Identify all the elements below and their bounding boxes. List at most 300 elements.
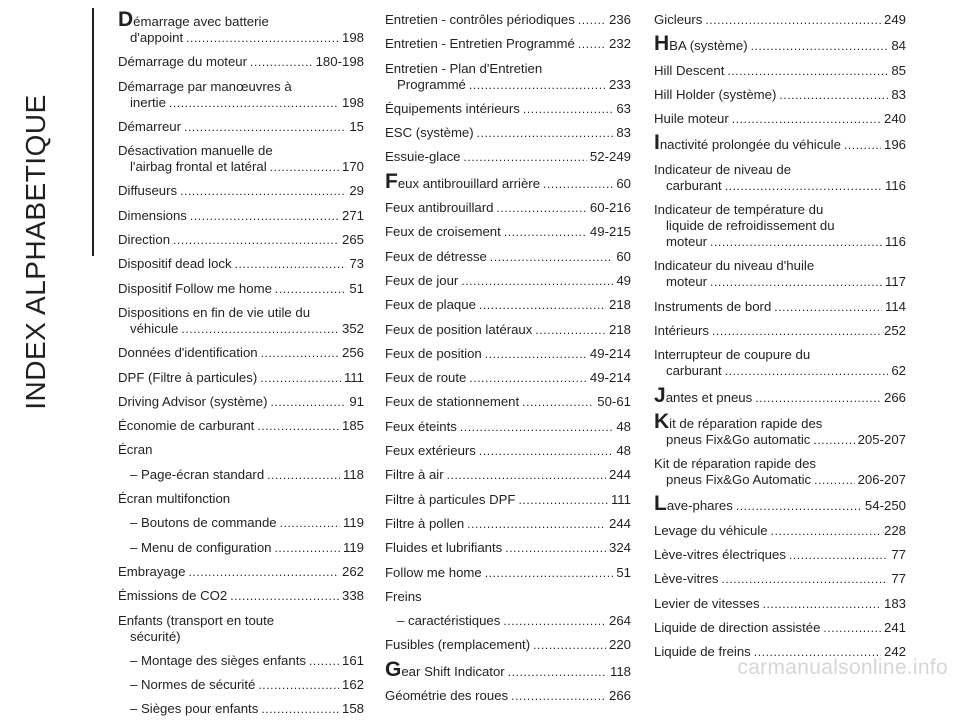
entry-label: Démarreur <box>118 118 182 134</box>
entry-row <box>118 653 364 669</box>
entry-label: d'appoint <box>130 30 184 45</box>
leader-dots <box>518 492 608 508</box>
page-number: 49-214 <box>589 370 631 386</box>
leader-dots <box>275 540 340 556</box>
entry-row <box>654 571 906 587</box>
index-entry <box>654 620 906 636</box>
leader-dots <box>774 299 882 315</box>
drop-letter: G <box>385 657 402 681</box>
entry-label: carburant <box>666 363 722 379</box>
entry-label: pneus Fix&Go Automatic <box>666 472 812 488</box>
entry-row <box>118 701 364 717</box>
leader-dots <box>479 297 606 313</box>
entry-row <box>385 200 631 216</box>
page-number: 205-207 <box>857 431 906 447</box>
entry-label: Feux antibrouillard <box>385 200 494 216</box>
page-number: 119 <box>342 515 364 531</box>
entry-row <box>385 224 631 240</box>
entry-row <box>118 515 364 531</box>
index-entry <box>654 131 906 155</box>
entry-label: Fusibles (remplacement) <box>385 637 531 653</box>
entry-label: Huile moteur <box>654 111 729 127</box>
entry-row <box>385 12 631 28</box>
page-number: 116 <box>884 234 906 250</box>
entry-row <box>118 30 364 46</box>
index-entry <box>118 232 364 248</box>
leader-dots <box>464 149 587 165</box>
entry-row <box>118 321 364 337</box>
entry-label: – Normes de sécurité <box>130 677 256 693</box>
page-number: 244 <box>608 515 631 531</box>
entry-first-line: Désactivation manuelle de <box>118 143 273 159</box>
entry-label <box>654 383 753 407</box>
leader-dots <box>705 12 881 28</box>
entry-first-line: Indicateur de niveau de <box>654 161 792 177</box>
entry-row <box>654 383 906 407</box>
index-entry <box>654 409 906 448</box>
page-number: 206-207 <box>857 472 906 488</box>
leader-dots <box>533 637 606 653</box>
page-number: 116 <box>884 177 906 193</box>
entry-label: Programmé <box>397 76 466 92</box>
entry-label: moteur <box>666 234 708 250</box>
index-entry <box>654 347 906 379</box>
entry-label: pneus Fix&Go automatic <box>666 431 811 447</box>
index-entry <box>385 613 631 629</box>
page-number: 352 <box>341 320 364 336</box>
entry-label: Entretien - Entretien Programmé <box>385 36 575 52</box>
entry-label: Économie de carburant <box>118 418 255 434</box>
entry-label: véhicule <box>130 320 179 336</box>
page-number: 114 <box>884 298 906 314</box>
index-entry <box>654 12 906 28</box>
entry-label: Fluides et lubrifiants <box>385 540 503 556</box>
index-column-1 <box>118 8 364 726</box>
page-number: 111 <box>610 491 631 507</box>
index-entry <box>385 657 631 681</box>
index-entry <box>385 297 631 313</box>
entry-row <box>385 613 631 629</box>
entry-label: Entretien - contrôles périodiques <box>385 12 575 27</box>
leader-dots <box>309 653 339 669</box>
entry-label: Feux de stationnement <box>385 394 520 410</box>
leader-dots <box>511 688 606 704</box>
index-entry <box>654 492 906 516</box>
entry-first-line: Démarrage par manœuvres à <box>118 78 292 94</box>
index-entry <box>385 322 631 338</box>
entry-label: Feux de position <box>385 345 482 361</box>
page-number: 15 <box>349 118 364 134</box>
page-number: 249 <box>883 12 906 27</box>
index-entry <box>654 383 906 407</box>
index-entry <box>118 281 364 297</box>
index-entry <box>654 596 906 612</box>
entry-label: carburant <box>666 177 722 193</box>
index-entry <box>385 688 631 704</box>
entry-label: Dispositif dead lock <box>118 256 232 272</box>
page-number: 218 <box>608 297 631 313</box>
page-number: 60-216 <box>589 200 631 216</box>
entry-label <box>654 32 748 56</box>
drop-letter: K <box>654 409 670 433</box>
entry-label <box>385 169 541 193</box>
leader-dots <box>503 613 606 629</box>
drop-letter: J <box>654 383 666 407</box>
leader-dots <box>467 516 606 532</box>
leader-dots <box>578 12 606 28</box>
entry-label: Filtre à pollen <box>385 515 465 531</box>
entry-row <box>118 208 364 224</box>
entry-row <box>118 119 364 135</box>
index-entry <box>385 101 631 117</box>
page-number: 73 <box>349 256 364 272</box>
leader-dots <box>823 620 881 636</box>
drop-letter: L <box>654 492 667 516</box>
leader-dots <box>763 596 881 612</box>
page-number: 49-214 <box>589 345 631 361</box>
leader-dots <box>710 234 882 250</box>
entry-row <box>385 419 631 435</box>
entry-row <box>385 346 631 362</box>
leader-dots <box>522 394 594 410</box>
index-entry <box>118 183 364 199</box>
entry-row <box>118 418 364 434</box>
page-number: 83 <box>616 125 631 141</box>
page-number: 161 <box>341 652 364 668</box>
entry-row <box>654 274 906 290</box>
index-entry <box>385 370 631 386</box>
page-number: 183 <box>883 595 906 611</box>
page-number: 85 <box>891 62 906 78</box>
entry-row <box>654 32 906 56</box>
entry-row <box>654 87 906 103</box>
leader-dots <box>771 523 881 539</box>
entry-row <box>118 394 364 410</box>
page-number: 236 <box>608 12 631 27</box>
page-number: 60 <box>616 248 631 264</box>
entry-heading: Enfants (transport en toute <box>118 612 275 628</box>
index-entry <box>118 345 364 361</box>
leader-dots <box>271 394 347 410</box>
leader-dots <box>188 564 339 580</box>
entry-row <box>118 345 364 361</box>
page-number: 84 <box>891 38 906 54</box>
leader-dots <box>504 224 587 240</box>
entry-row <box>385 77 631 93</box>
entry-row <box>654 178 906 194</box>
page-number: 266 <box>883 389 906 405</box>
entry-label: Filtre à particules DPF <box>385 491 516 507</box>
leader-dots <box>469 370 587 386</box>
page-number: 265 <box>341 232 364 248</box>
page-number: 324 <box>608 540 631 556</box>
leader-dots <box>727 63 888 79</box>
index-entry <box>385 516 631 532</box>
index-entry <box>385 200 631 216</box>
entry-label: Feux de plaque <box>385 297 476 313</box>
entry-label: Embrayage <box>118 563 186 579</box>
page-number: 228 <box>883 522 906 538</box>
entry-label: Hill Holder (système) <box>654 86 777 102</box>
leader-dots <box>535 322 606 338</box>
entry-label: DPF (Filtre à particules) <box>118 369 258 385</box>
index-entry <box>385 36 631 52</box>
leader-dots <box>505 540 606 556</box>
entry-row <box>118 564 364 580</box>
entry-label: Filtre à air <box>385 467 444 483</box>
entry-row <box>654 492 906 516</box>
index-entry <box>385 249 631 265</box>
page-number: 218 <box>608 321 631 337</box>
index-column-3 <box>654 12 906 669</box>
entry-row <box>385 273 631 289</box>
entry-row <box>654 323 906 339</box>
index-entry <box>385 12 631 28</box>
entry-label: – Sièges pour enfants <box>130 701 259 717</box>
entry-label <box>654 131 841 155</box>
entry-first-line: Indicateur du niveau d'huile <box>654 258 815 274</box>
index-entry <box>385 565 631 581</box>
entry-row <box>654 547 906 563</box>
page-number: 60 <box>616 175 631 191</box>
page-number: 118 <box>609 663 631 679</box>
leader-dots <box>469 77 606 93</box>
index-entry <box>654 32 906 56</box>
page-number: 118 <box>342 466 364 482</box>
index-entry <box>385 149 631 165</box>
entry-label: Levier de vitesses <box>654 595 760 611</box>
entry-row <box>385 249 631 265</box>
leader-dots <box>230 588 339 604</box>
leader-dots <box>270 159 339 175</box>
entry-label: – Menu de configuration <box>130 539 272 555</box>
index-entry <box>385 540 631 556</box>
entry-row <box>654 234 906 250</box>
page-number: 48 <box>616 443 631 459</box>
entry-row <box>385 688 631 704</box>
index-entry <box>654 523 906 539</box>
entry-label: – Boutons de commande <box>130 515 277 531</box>
leader-dots <box>190 208 339 224</box>
entry-row <box>654 596 906 612</box>
index-entry <box>654 323 906 339</box>
entry-label: – Page-écran standard <box>130 466 265 482</box>
page-number: 244 <box>608 467 631 483</box>
page-number: 252 <box>883 322 906 338</box>
entry-text: ear Shift Indicator <box>401 663 505 679</box>
leader-dots <box>725 363 889 379</box>
index-entry <box>118 256 364 272</box>
entry-label: Dispositif Follow me home <box>118 280 272 296</box>
page-number: 162 <box>341 677 364 693</box>
page-number: 48 <box>616 418 631 434</box>
entry-first-line: Interrupteur de coupure du <box>654 347 811 363</box>
leader-dots <box>447 467 606 483</box>
entry-label: Instruments de bord <box>654 298 772 314</box>
entry-label: moteur <box>666 274 708 290</box>
leader-dots <box>250 54 313 70</box>
leader-dots <box>710 274 882 290</box>
entry-text: it de réparation rapide des <box>669 415 823 431</box>
leader-dots <box>261 701 339 717</box>
leader-dots <box>181 321 339 337</box>
entry-row <box>385 101 631 117</box>
page-number: 158 <box>341 701 364 717</box>
index-entry <box>118 467 364 483</box>
page-number: 63 <box>616 100 631 116</box>
entry-row <box>118 159 364 175</box>
leader-dots <box>725 178 882 194</box>
leader-dots <box>732 111 881 127</box>
leader-dots <box>180 183 346 199</box>
page-number: 49-215 <box>589 224 631 240</box>
entry-label: – caractéristiques <box>397 613 501 629</box>
page-number: 49 <box>616 272 631 288</box>
entry-row <box>654 620 906 636</box>
index-entry <box>118 613 364 645</box>
entry-label: Diffuseurs <box>118 183 178 199</box>
index-entry <box>654 299 906 315</box>
index-entry <box>654 456 906 488</box>
index-entry <box>654 111 906 127</box>
page-number: 198 <box>341 30 364 45</box>
leader-dots <box>755 390 881 406</box>
entry-first-line: Indicateur de température du <box>654 202 824 218</box>
page-number: 91 <box>349 393 364 409</box>
index-entry <box>118 54 364 70</box>
index-entry <box>118 564 364 580</box>
entry-heading-continued: sécurité) <box>130 628 181 644</box>
index-entry <box>385 419 631 435</box>
entry-row <box>118 281 364 297</box>
index-entry <box>654 547 906 563</box>
index-entry <box>654 87 906 103</box>
index-entry <box>654 63 906 79</box>
entry-row <box>118 588 364 604</box>
entry-row <box>654 523 906 539</box>
index-entry <box>118 677 364 693</box>
page-number: 62 <box>891 363 906 379</box>
index-entry <box>385 637 631 653</box>
page-number: 233 <box>608 76 631 92</box>
leader-dots <box>751 38 889 54</box>
index-entry <box>654 571 906 587</box>
index-entry <box>118 653 364 669</box>
entry-row <box>385 637 631 653</box>
entry-first-line <box>118 8 364 31</box>
entry-first-line <box>654 409 906 433</box>
leader-dots <box>789 547 888 563</box>
entry-row <box>654 131 906 155</box>
entry-row <box>654 12 906 28</box>
page-number: 52-249 <box>589 149 631 165</box>
page-number: 232 <box>608 36 631 52</box>
leader-dots <box>712 323 881 339</box>
entry-text: antes et pneus <box>665 389 753 405</box>
entry-label <box>385 657 505 681</box>
leader-dots <box>257 418 339 434</box>
drop-letter: I <box>654 131 660 155</box>
page-number: 242 <box>883 644 906 660</box>
entry-row <box>654 63 906 79</box>
entry-label: Driving Advisor (système) <box>118 393 268 409</box>
entry-heading: Écran <box>118 442 153 458</box>
entry-row <box>385 36 631 52</box>
entry-row <box>118 183 364 199</box>
page-number: 241 <box>883 619 906 635</box>
entry-label: Géométrie des roues <box>385 688 509 704</box>
index-entry <box>385 443 631 459</box>
leader-dots <box>485 565 614 581</box>
page-number: 77 <box>891 547 906 563</box>
entry-text: émarrage avec batterie <box>133 14 269 29</box>
page-number: 196 <box>883 137 906 153</box>
leader-dots <box>813 432 854 448</box>
leader-dots <box>169 95 339 111</box>
index-entry <box>385 273 631 289</box>
leader-dots <box>844 137 881 153</box>
entry-text: nactivité prolongée du véhicule <box>659 137 841 153</box>
section-title: INDEX ALPHABETIQUE <box>20 94 51 410</box>
entry-row <box>654 432 906 448</box>
entry-row <box>118 677 364 693</box>
page-number: 220 <box>608 637 631 653</box>
page-number: 198 <box>341 94 364 110</box>
index-entry <box>385 346 631 362</box>
entry-label: Émissions de CO2 <box>118 588 228 604</box>
entry-row <box>385 467 631 483</box>
leader-dots <box>258 677 339 693</box>
leader-dots <box>261 345 339 361</box>
leader-dots <box>485 346 587 362</box>
entry-label: Hill Descent <box>654 62 725 78</box>
entry-label: Liquide de freins <box>654 644 751 660</box>
page-number: 266 <box>608 688 631 704</box>
entry-row <box>385 516 631 532</box>
page-number: 77 <box>891 571 906 587</box>
leader-dots <box>736 498 862 514</box>
page-number: 338 <box>341 588 364 604</box>
entry-label: Feux de jour <box>385 272 459 288</box>
entry-text: BA (système) <box>669 38 748 54</box>
index-entry <box>118 442 364 458</box>
entry-label: Feux de croisement <box>385 224 501 240</box>
page-number: 29 <box>349 183 364 199</box>
entry-label: Direction <box>118 232 171 248</box>
side-title-bar <box>0 0 98 686</box>
page-number: 51 <box>349 280 364 296</box>
entry-label: ESC (système) <box>385 125 474 141</box>
index-column-2 <box>385 12 631 712</box>
leader-dots <box>186 30 339 46</box>
index-entry <box>118 119 364 135</box>
entry-label: Dimensions <box>118 207 187 223</box>
drop-letter: D <box>118 8 134 31</box>
leader-dots <box>508 664 607 680</box>
index-entry <box>385 394 631 410</box>
leader-dots <box>267 467 340 483</box>
index-entry <box>118 394 364 410</box>
entry-heading: Freins <box>385 588 422 604</box>
page-number: 271 <box>341 207 364 223</box>
leader-dots <box>280 515 340 531</box>
entry-row <box>385 149 631 165</box>
entry-text: ave-phares <box>666 498 733 514</box>
entry-first-line: Kit de réparation rapide des <box>654 456 817 472</box>
leader-dots <box>523 101 613 117</box>
entry-label: Feux extérieurs <box>385 443 476 459</box>
entry-label: Équipements intérieurs <box>385 100 520 116</box>
